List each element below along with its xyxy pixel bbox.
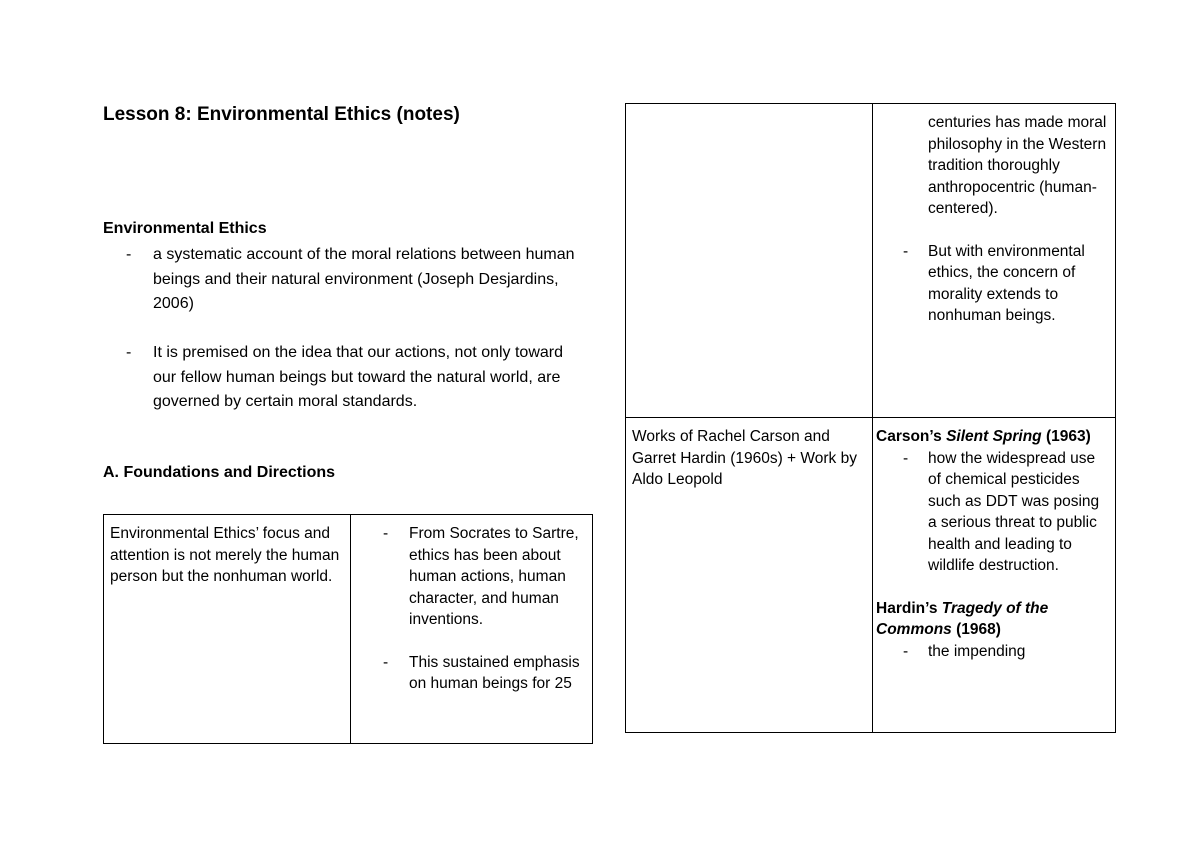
carson-list <box>873 448 1109 577</box>
anthropocentric-list <box>873 112 1109 327</box>
table-row <box>626 104 1116 418</box>
list-item <box>873 448 1109 577</box>
bullet-dash: - <box>126 344 132 361</box>
table-row <box>104 515 593 744</box>
bullet-dash: - <box>383 525 389 542</box>
carson-work-title: Silent Spring <box>946 428 1042 445</box>
list-item <box>873 112 1109 220</box>
list-item <box>873 241 1109 327</box>
list-item <box>103 243 583 317</box>
list-item <box>351 652 586 695</box>
list-item-text: From Socrates to Sartre, ethics has been about human actions, human character, and human inventions. <box>409 525 579 628</box>
list-item-text: This sustained emphasis on human beings for 25 <box>409 653 580 692</box>
definition-text: a systematic account of the moral relations between human beings and their natural environment (Joseph Desjardins, 2006) <box>153 246 575 312</box>
list-item-text: centuries has made moral philosophy in the Western tradition thoroughly anthropocentric (human-centered). <box>928 114 1107 217</box>
carson-heading: Carson’s Silent Spring (1963) <box>876 428 1091 445</box>
bullet-dash: - <box>903 642 909 660</box>
premise-text: It is premised on the idea that our actions, not only toward our fellow human beings but toward the natural world, are governed by certain moral standards. <box>153 344 564 410</box>
list-item <box>351 523 586 631</box>
focus-text: Environmental Ethics’ focus and attention is not merely the human person but the nonhuman world. <box>110 525 340 585</box>
list-item-text: But with environmental ethics, the concern of morality extends to nonhuman beings. <box>928 242 1085 324</box>
list-item <box>103 341 583 415</box>
hardin-heading: Hardin’s Tragedy of the Commons (1968) <box>876 599 1049 638</box>
premise-list <box>103 341 583 415</box>
section-heading-foundations: A. Foundations and Directions <box>103 464 336 481</box>
list-item-text: how the widespread use of chemical pesticides such as DDT was posing a serious threat to public health and leading to wildlife destruction. <box>928 449 1100 574</box>
table-row <box>626 418 1116 733</box>
section-heading-environmental-ethics: Environmental Ethics <box>103 220 267 237</box>
table-cell-empty <box>626 104 873 418</box>
works-text: Works of Rachel Carson and Garret Hardin (1960s) + Work by Aldo Leopold <box>632 428 857 488</box>
continued-table <box>625 103 1116 733</box>
table-cell-works-details <box>873 418 1116 733</box>
list-item <box>873 641 1109 663</box>
table-cell-ethics-history <box>351 515 593 744</box>
bullet-dash: - <box>126 246 132 263</box>
bullet-dash: - <box>383 653 389 671</box>
bullet-dash: - <box>903 242 909 260</box>
definition-list <box>103 243 583 317</box>
hardin-work-title: Tragedy of the Commons <box>876 599 1049 638</box>
table-cell-focus <box>104 515 351 744</box>
table-cell-works <box>626 418 873 733</box>
list-item-text: the impending <box>928 642 1026 660</box>
table-cell-anthropocentric <box>873 104 1116 418</box>
ethics-history-list <box>351 523 586 695</box>
foundations-table <box>103 514 593 744</box>
page-title: Lesson 8: Environmental Ethics (notes) <box>103 104 460 125</box>
hardin-list <box>873 641 1109 663</box>
bullet-dash: - <box>903 449 909 467</box>
